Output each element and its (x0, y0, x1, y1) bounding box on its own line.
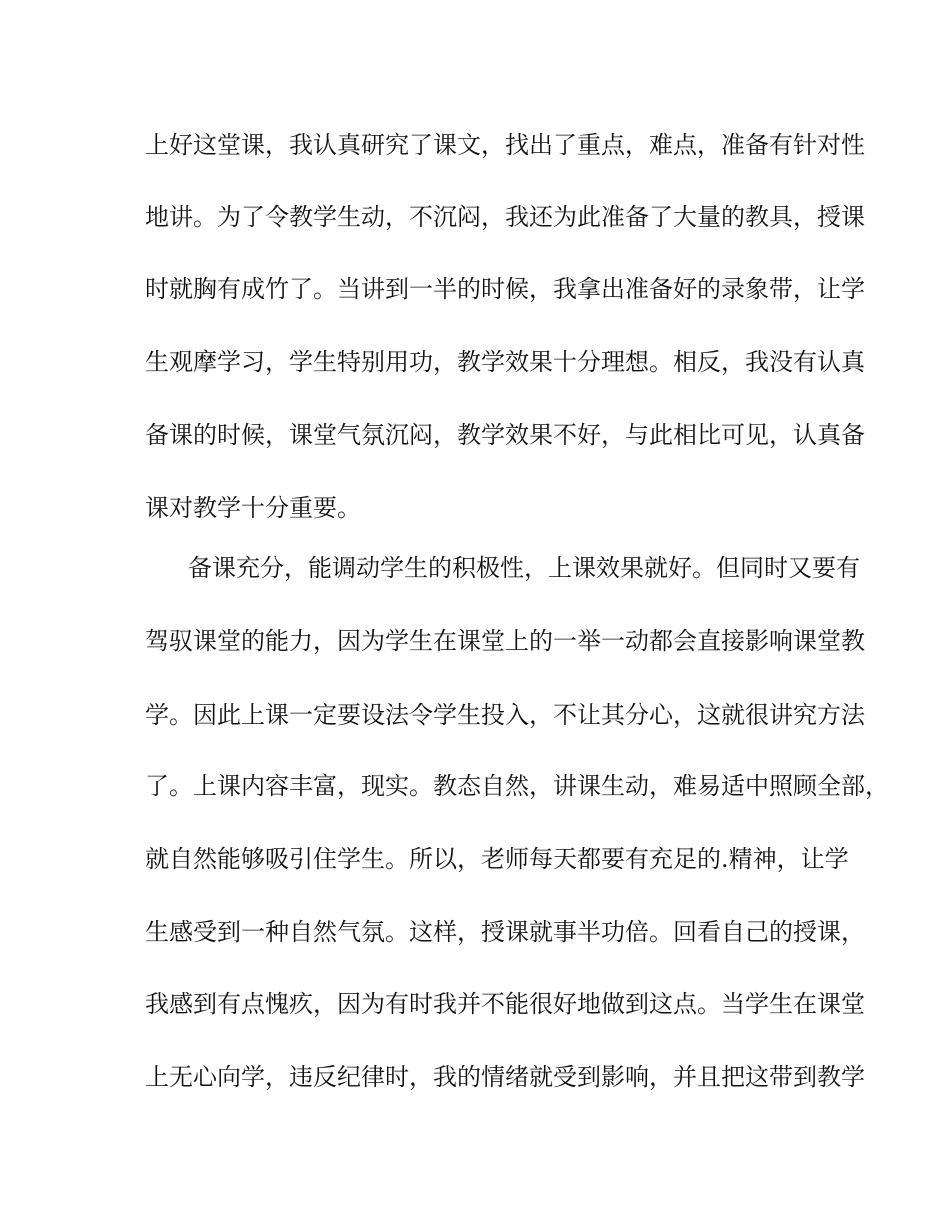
text-line: 地讲。为了令教学生动，不沉闷，我还为此准备了大量的教具，授课 (145, 203, 865, 231)
text-line: 驾驭课堂的能力，因为学生在课堂上的一举一动都会直接影响课堂教 (145, 627, 865, 655)
text-line: 学。因此上课一定要设法令学生投入，不让其分心，这就很讲究方法 (145, 701, 865, 729)
text-line: 生感受到一种自然气氛。这样，授课就事半功倍。回看自己的授课， (145, 918, 865, 946)
text-line: 上好这堂课，我认真研究了课文，找出了重点，难点，准备有针对性 (145, 131, 865, 159)
paragraph-first-line: 备课充分，能调动学生的积极性，上课效果就好。但同时又要有 (188, 554, 860, 582)
text-line: 就自然能够吸引住学生。所以，老师每天都要有充足的.精神，让学 (145, 845, 849, 873)
text-line: 生观摩学习，学生特别用功，教学效果十分理想。相反，我没有认真 (145, 348, 865, 376)
text-line: 时就胸有成竹了。当讲到一半的时候，我拿出准备好的录象带，让学 (145, 275, 865, 303)
text-line: 上无心向学，违反纪律时，我的情绪就受到影响，并且把这带到教学 (145, 1063, 865, 1091)
text-line: 我感到有点愧疚，因为有时我并不能很好地做到这点。当学生在课堂 (145, 990, 865, 1018)
text-line: 了。上课内容丰富，现实。教态自然，讲课生动，难易适中照顾全部， (145, 772, 889, 800)
text-line: 课对教学十分重要。 (145, 494, 361, 522)
text-line: 备课的时候，课堂气氛沉闷，教学效果不好，与此相比可见，认真备 (145, 421, 865, 449)
